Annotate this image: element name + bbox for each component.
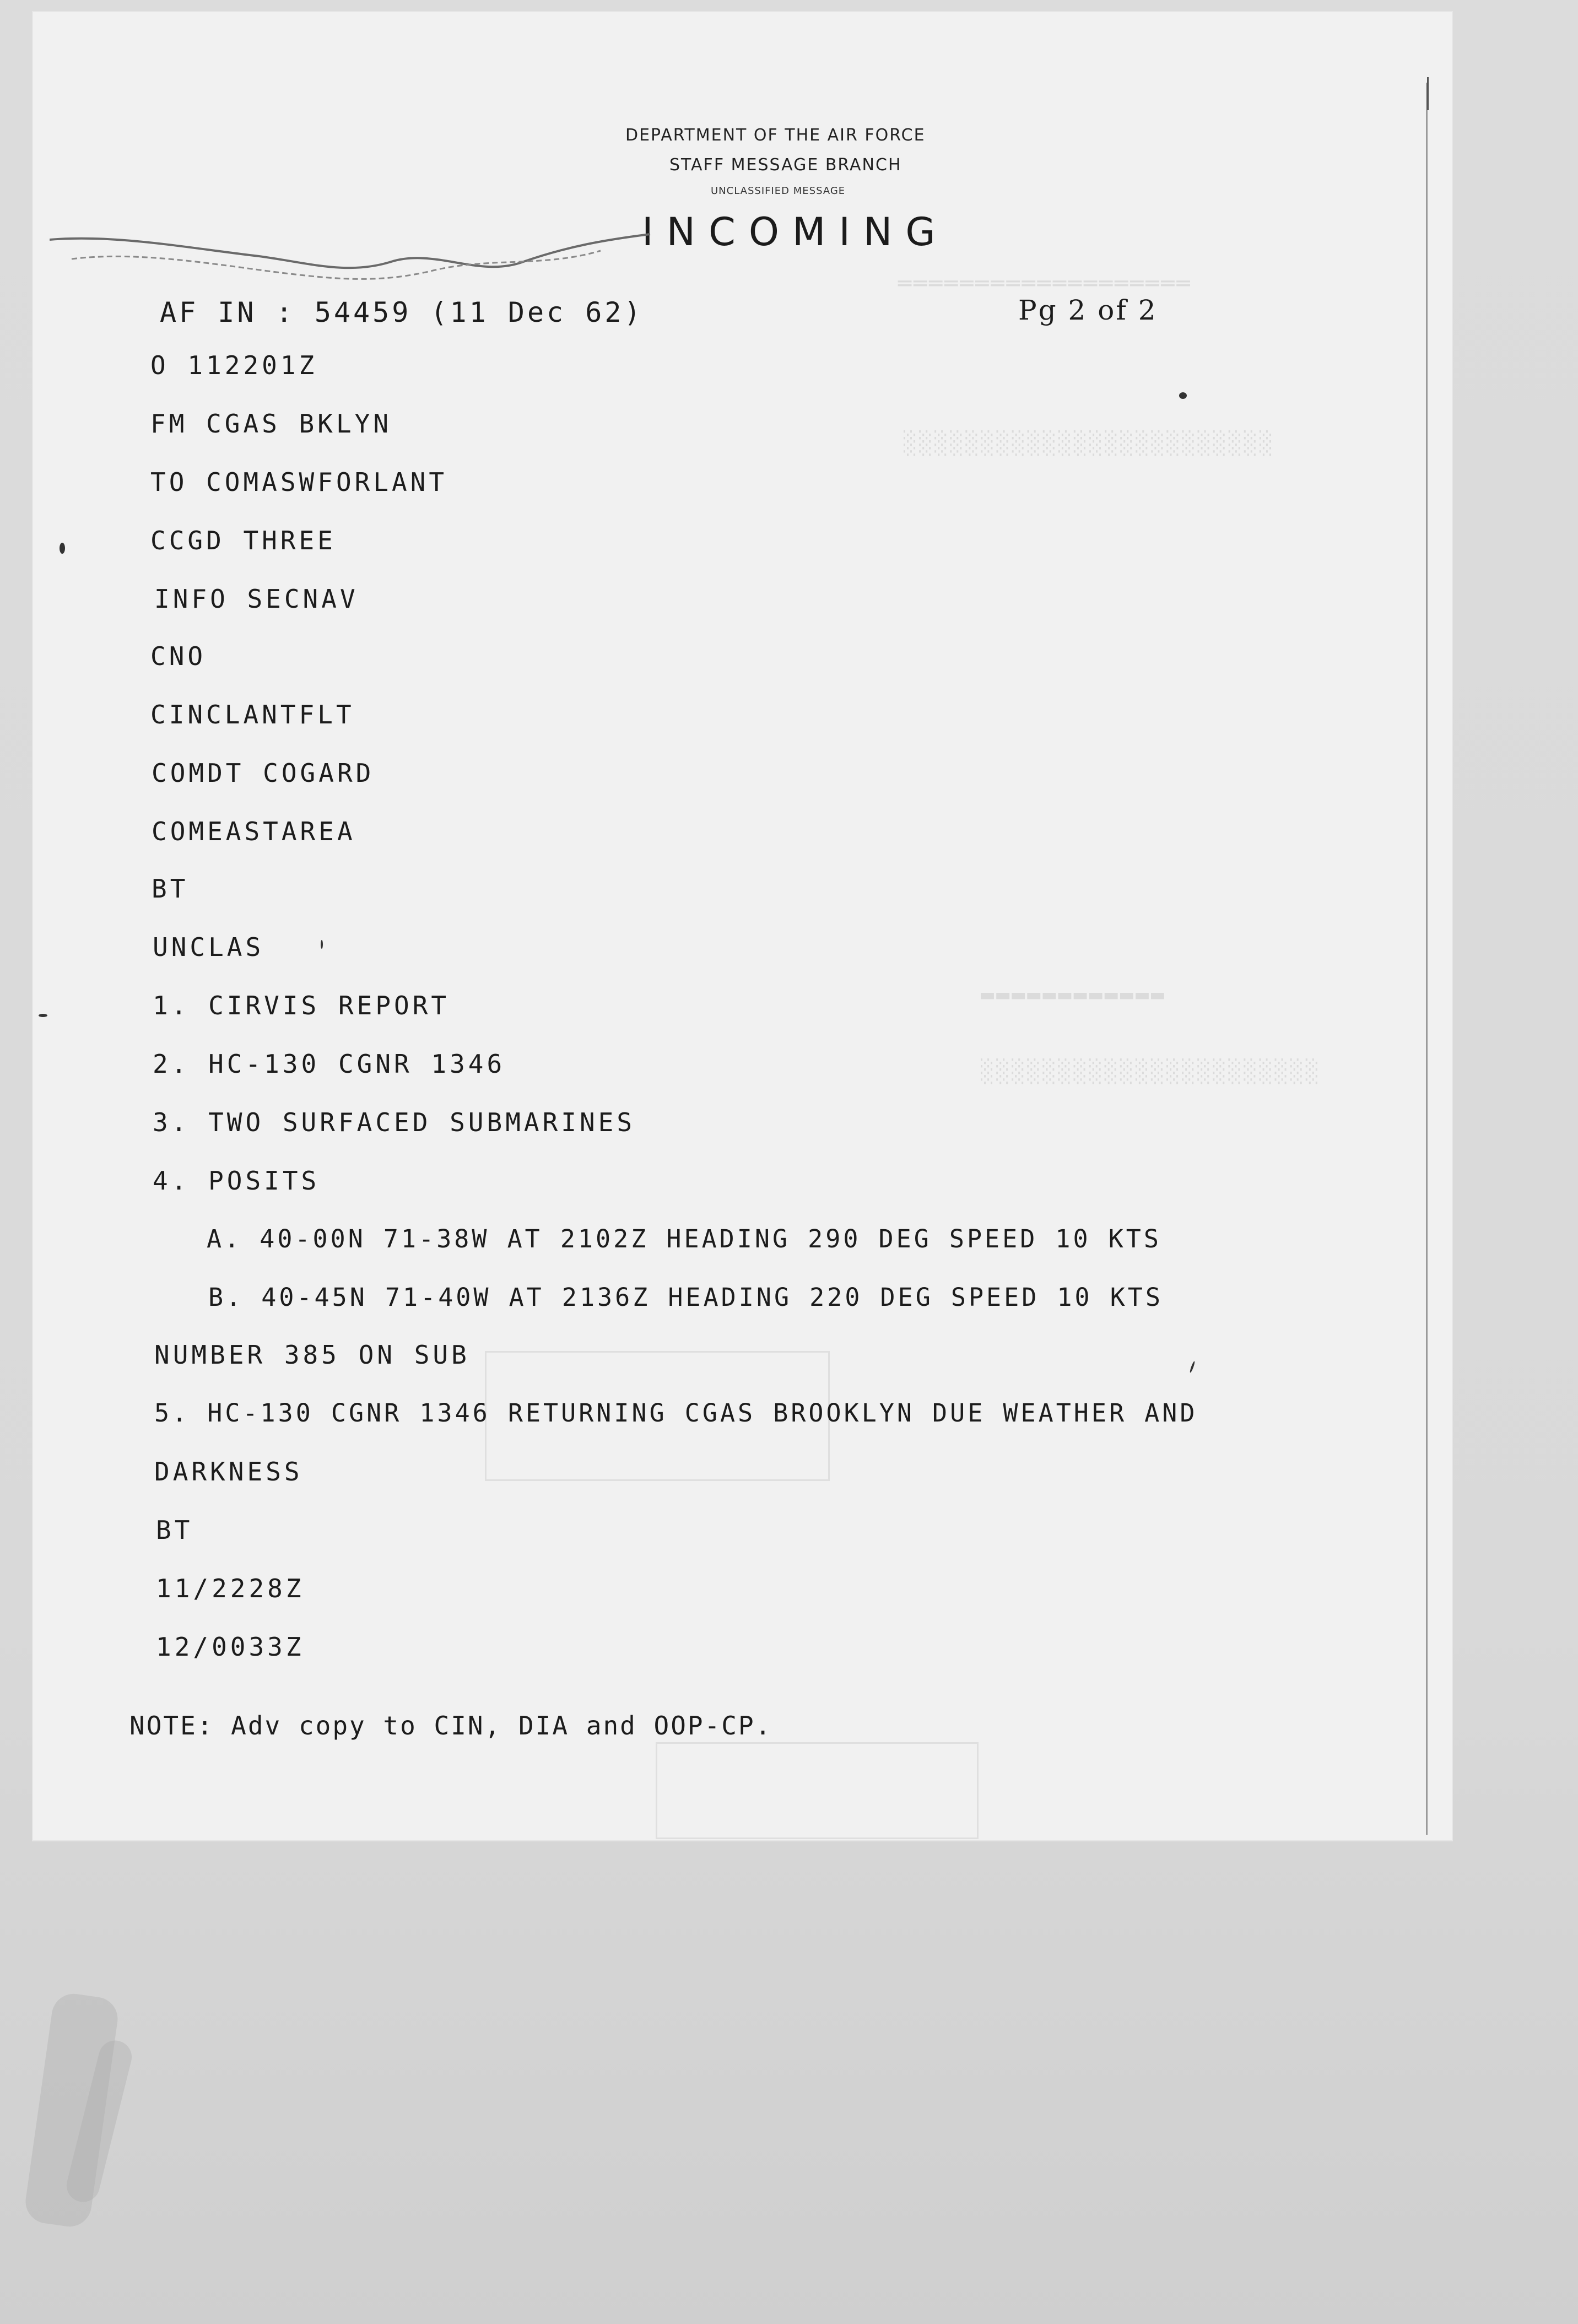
af-in-reference: AF IN : 54459 (11 Dec 62) <box>160 296 644 328</box>
message-line: NUMBER 385 ON SUB <box>154 1340 470 1370</box>
message-line: UNCLAS <box>153 932 264 962</box>
message-line: CCGD THREE <box>150 526 336 555</box>
message-line: BT <box>156 1515 193 1545</box>
message-line: B. 40-45N 71-40W AT 2136Z HEADING 220 DEG SPEED 10 KTS <box>208 1283 1163 1312</box>
message-line: 5. HC-130 CGNR 1346 RETURNING CGAS BROOKLYN DUE WEATHER AND <box>154 1398 1198 1428</box>
message-line: O 112201Z <box>150 350 318 380</box>
message-line: 3. TWO SURFACED SUBMARINES <box>153 1107 636 1137</box>
message-line: CINCLANTFLT <box>150 700 355 729</box>
message-line: 12/0033Z <box>156 1632 305 1662</box>
message-line: CNO <box>150 641 207 671</box>
classification-label: UNCLASSIFIED MESSAGE <box>711 185 846 197</box>
bleed-through-text: ▬▬▬▬▬▬▬▬▬▬▬▬ <box>981 982 1166 1007</box>
sheet-edge <box>1427 77 1429 110</box>
bleed-through-text: ░░░░░░░░░░░░░░░░░░░░░░ <box>981 1059 1321 1084</box>
message-line: INFO SECNAV <box>154 584 359 614</box>
message-line: 11/2228Z <box>156 1574 305 1603</box>
scribble-mark <box>50 229 656 295</box>
message-line: 4. POSITS <box>153 1166 320 1196</box>
message-line: COMDT COGARD <box>152 758 375 788</box>
branch-heading: STAFF MESSAGE BRANCH <box>669 155 902 175</box>
message-line: DARKNESS <box>154 1457 303 1487</box>
department-heading: DEPARTMENT OF THE AIR FORCE <box>625 126 926 145</box>
incoming-title: INCOMING <box>642 209 949 255</box>
sheet-edge <box>1426 83 1428 1835</box>
message-line: FM CGAS BKLYN <box>150 409 392 439</box>
message-line: COMEASTAREA <box>152 817 356 846</box>
message-line: A. 40-00N 71-38W AT 2102Z HEADING 290 DEG SPEED 10 KTS <box>207 1224 1161 1253</box>
paper-speck <box>321 940 323 949</box>
message-line: 2. HC-130 CGNR 1346 <box>153 1049 506 1079</box>
message-line: 1. CIRVIS REPORT <box>153 991 450 1020</box>
message-line: TO COMASWFORLANT <box>150 467 448 497</box>
advisory-note: NOTE: Adv copy to CIN, DIA and OOP-CP. <box>129 1711 772 1741</box>
bleed-through-box <box>656 1742 979 1839</box>
paper-speck <box>39 1014 47 1017</box>
paper-speck <box>60 543 65 554</box>
page-number: Pg 2 of 2 <box>1018 294 1158 326</box>
message-line: BT <box>152 874 189 904</box>
paper-speck <box>1179 392 1187 399</box>
bleed-through-text: ░░░░░░░░░░░░░░░░░░░░░░░░ <box>904 431 1275 456</box>
bleed-through-text: ═══════════════════ <box>898 271 1192 296</box>
